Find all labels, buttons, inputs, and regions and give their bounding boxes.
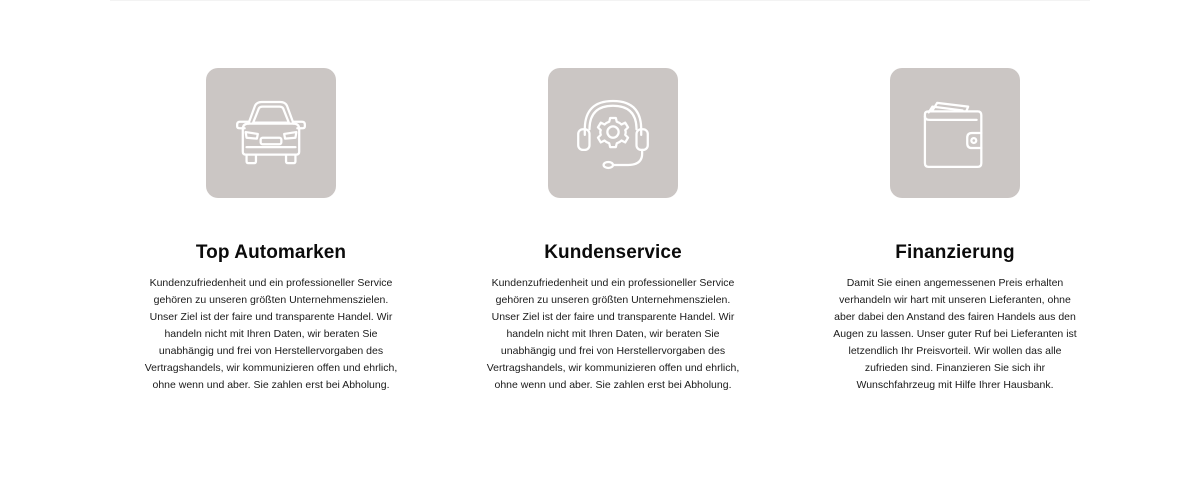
feature-icon-tile <box>890 68 1020 198</box>
headset-gear-icon <box>566 86 660 180</box>
feature-icon-tile <box>548 68 678 198</box>
top-divider <box>110 0 1090 1</box>
feature-kundenservice <box>483 68 743 394</box>
car-icon <box>224 86 318 180</box>
feature-description: Kundenzufriedenheit und ein professioneller Service gehören zu unseren größten Unternehmenszielen. Unser Ziel ist der faire und transparente Handel. Wir handeln nicht mit Ihren Daten, wir beraten Sie unabhängig und frei von Herstellervorgaben des Vertragshandels, wir kommunizieren offen und ehrlich, ohne wenn und aber. Sie zahlen erst bei Abholung. <box>144 277 398 391</box>
feature-title: Kundenservice <box>544 242 682 263</box>
feature-top-automarken <box>141 68 401 394</box>
feature-finanzierung <box>825 68 1085 394</box>
feature-icon-tile <box>206 68 336 198</box>
feature-title: Finanzierung <box>895 242 1015 263</box>
wallet-icon <box>908 86 1002 180</box>
feature-title: Top Automarken <box>195 242 347 263</box>
feature-description: Damit Sie einen angemessenen Preis erhalten verhandeln wir hart mit unseren Lieferanten, ohne aber dabei den Anstand des fairen Handels aus den Augen zu lassen. Unser guter Ruf bei Lieferanten ist letzendlich Ihr Preisvorteil. Wir wollen das alle zufrieden sind. Finanzieren Sie sich ihr Wunschfahrzeug mit Hilfe Ihrer Hausbank. <box>833 277 1077 391</box>
feature-description: Kundenzufriedenheit und ein professioneller Service gehören zu unseren größten Unternehmenszielen. Unser Ziel ist der faire und transparente Handel. Wir handeln nicht mit Ihren Daten, wir beraten Sie unabhängig und frei von Herstellervorgaben des Vertragshandels, wir kommunizieren offen und ehrlich, ohne wenn und aber. Sie zahlen erst bei Abholung. <box>486 277 740 391</box>
